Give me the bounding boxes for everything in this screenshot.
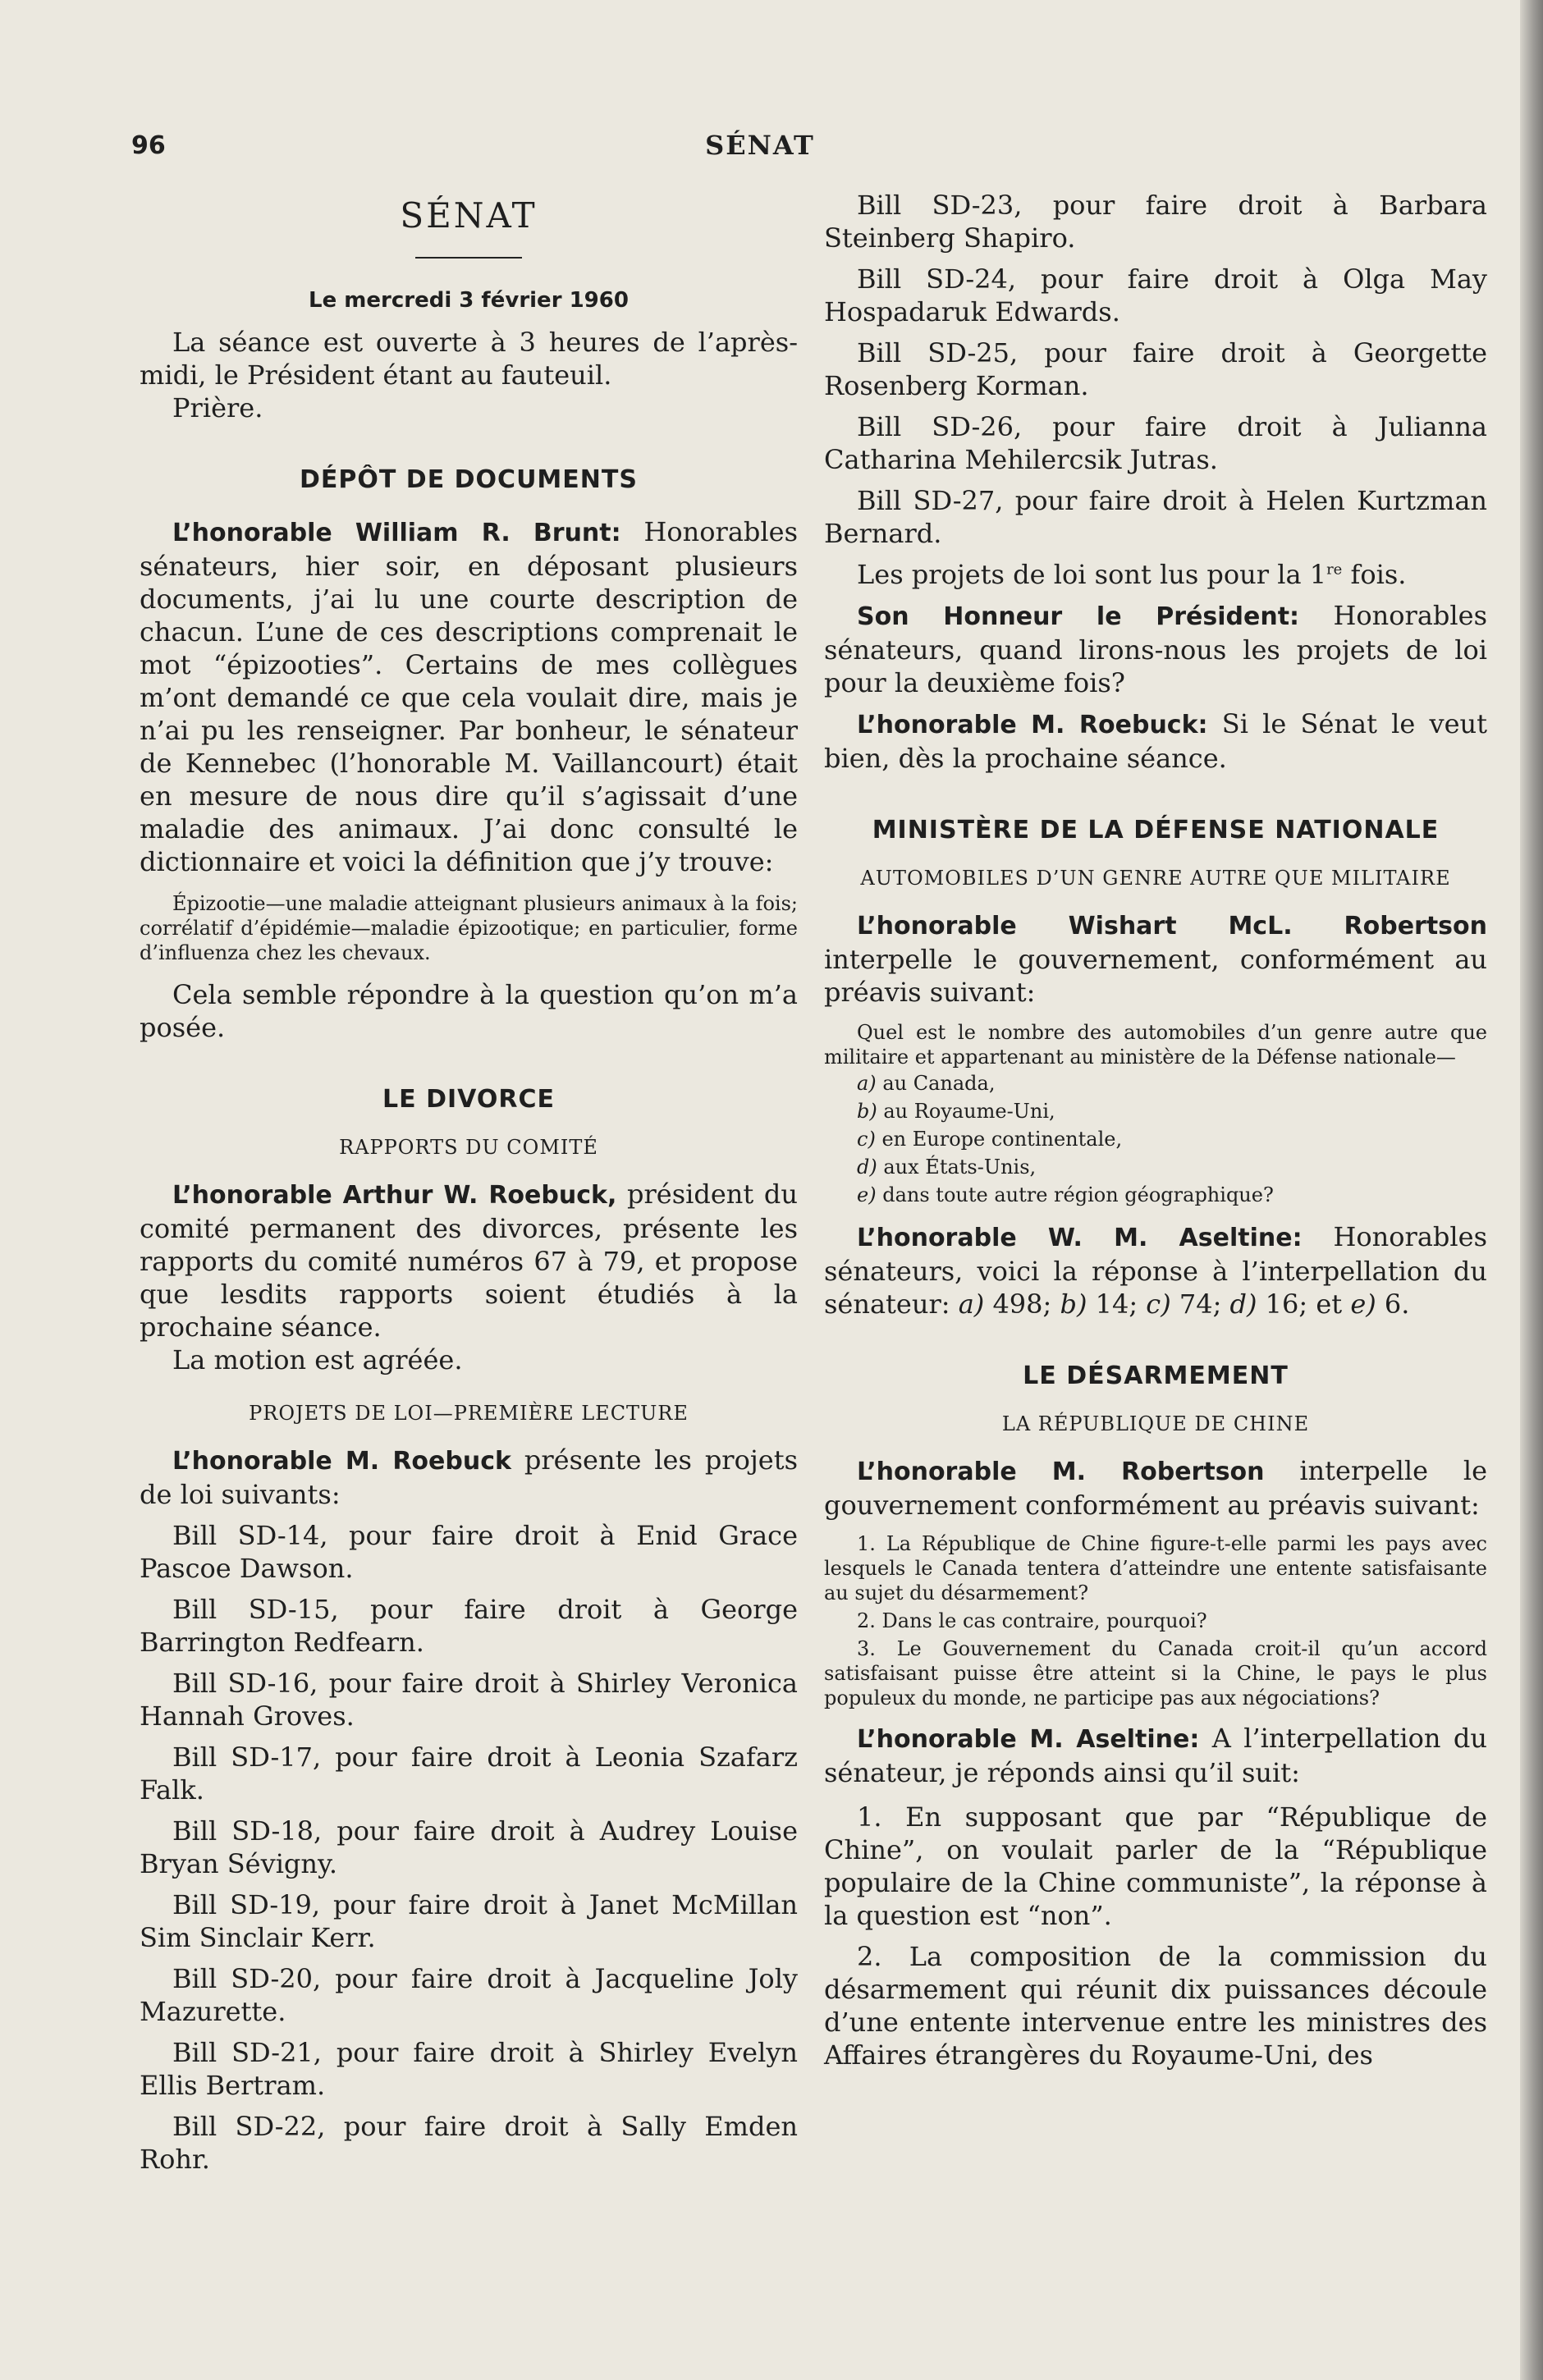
roebuck2-paragraph — [140, 1444, 798, 1511]
subheading-rapports: RAPPORTS DU COMITÉ — [339, 1136, 598, 1159]
left-column — [140, 189, 798, 2176]
answer-letter: d) — [1229, 1288, 1257, 1320]
sitting-date: Le mercredi 3 février 1960 — [309, 288, 629, 313]
answer-letter: a) — [958, 1288, 985, 1320]
answer-1: 1. En supposant que par “République de Chine”, on voulait parler de la “République populaire de la Chine communiste”, la réponse à la question est “non”. — [824, 1801, 1487, 1931]
answer-value: 16; et — [1265, 1288, 1343, 1320]
answer-2: 2. La composition de la commission du désarmement qui réunit dix puissances découle d’une entente intervenue entre les ministres des Affaires étrangères du Royaume-Uni, des — [824, 1941, 1487, 2071]
brunt-paragraph — [140, 515, 798, 878]
page-edge — [1520, 0, 1543, 2380]
answer-paragraph: Cela semble répondre à la question qu’on m’a posée. — [140, 979, 798, 1043]
roebuck-reply-text: Si le Sénat le veut bien, dès la prochaine séance. — [824, 708, 1488, 774]
president-text: Honorables sénateurs, quand lirons-nous les projets de loi pour la deuxième fois? — [824, 600, 1487, 698]
bill-item: Bill SD-25, pour faire droit à Georgette Rosenberg Korman. — [824, 337, 1487, 401]
roebuck-text: président du comité permanent des divorces, présente les rapports du comité numéros 67 à 79, et propose que lesdits rapports soient étudiés à la prochaine séance. — [140, 1179, 798, 1343]
item-letter: c) — [857, 1128, 876, 1151]
running-head: SÉNAT — [705, 130, 815, 161]
bill-item: Bill SD-17, pour faire droit à Leonia Szafarz Falk. — [140, 1742, 798, 1806]
question-item — [857, 1181, 1487, 1209]
section-title: SÉNAT — [400, 195, 538, 236]
item-text: aux États-Unis, — [883, 1156, 1037, 1179]
brunt-text: Honorables sénateurs, hier soir, en déposant plusieurs documents, j’ai lu une courte description de chacun. L’une de ces descriptions comprenait le mot “épizooties”. Certains de mes collègues m’ont demandé ce que cela voulait dire, mais je n’ai pu les renseigner. Par bonheur, le sénateur de Kennebec (l’honorable M. Vaillancourt) était en mesure de nous dire qu’il s’agissait d’une maladie des animaux. J’ai donc consulté le dictionnaire et voici la définition que j’y trouve: — [140, 516, 798, 877]
answer-value: 498; — [992, 1288, 1052, 1320]
bill-item: Bill SD-18, pour faire droit à Audrey Louise Bryan Sévigny. — [140, 1815, 798, 1879]
prayer: Prière. — [172, 392, 263, 423]
bill-item: Bill SD-27, pour faire droit à Helen Kurtzman Bernard. — [824, 485, 1487, 549]
bill-item: Bill SD-16, pour faire droit à Shirley Veronica Hannah Groves. — [140, 1668, 798, 1732]
right-column — [824, 189, 1487, 2071]
bill-item: Bill SD-22, pour faire droit à Sally Emden Rohr. — [140, 2111, 798, 2175]
aseltine2-text: A l’interpellation du sénateur, je réponds ainsi qu’il suit: — [824, 1723, 1487, 1788]
question-list — [857, 1069, 1487, 1209]
aseltine2-paragraph — [824, 1722, 1487, 1789]
aseltine-paragraph — [824, 1220, 1487, 1320]
heading-divorce: LE DIVORCE — [382, 1085, 555, 1114]
answer-value: 6. — [1384, 1288, 1410, 1320]
answer-value: 14; — [1095, 1288, 1138, 1320]
speaker-roebuck: L’honorable Arthur W. Roebuck, — [172, 1181, 617, 1210]
chine-question: 1. La République de Chine figure-t-elle parmi les pays avec lesquels le Canada tentera d’atteindre une entente satisfaisante au sujet du désarmement? — [824, 1532, 1487, 1604]
bill-item: Bill SD-24, pour faire droit à Olga May Hospadaruk Edwards. — [824, 263, 1487, 327]
speaker-president: Son Honneur le Président: — [857, 602, 1300, 631]
bill-item: Bill SD-23, pour faire droit à Barbara Steinberg Shapiro. — [824, 190, 1487, 254]
answer-letter: e) — [1350, 1288, 1376, 1320]
robertson2-paragraph — [824, 1454, 1487, 1522]
item-letter: b) — [857, 1100, 877, 1123]
president-paragraph — [824, 599, 1487, 699]
page-number: 96 — [131, 131, 166, 160]
robertson-text: interpelle le gouvernement, conformément au préavis suivant: — [824, 944, 1487, 1008]
question-intro: Quel est le nombre des automobiles d’un genre autre que militaire et appartenant au ministère de la Défense nationale— — [824, 1021, 1487, 1069]
speaker-brunt: L’honorable William R. Brunt: — [172, 519, 621, 547]
first-reading-end: fois. — [1342, 559, 1407, 590]
subheading-projets: PROJETS DE LOI—PREMIÈRE LECTURE — [249, 1402, 689, 1425]
speaker-aseltine-2: L’honorable M. Aseltine: — [857, 1725, 1200, 1754]
subheading-automobiles: AUTOMOBILES D’UN GENRE AUTRE QUE MILITAIRE — [860, 867, 1451, 890]
question-item — [857, 1069, 1487, 1097]
definition-quote: Épizootie—une maladie atteignant plusieurs animaux à la fois; corrélatif d’épidémie—maladie épizootique; en particulier, forme d’influenza chez les chevaux. — [140, 892, 798, 964]
question-item — [857, 1097, 1487, 1125]
speaker-robertson-2: L’honorable M. Robertson — [857, 1458, 1265, 1486]
motion-agreed: La motion est agréée. — [172, 1344, 463, 1375]
robertson2-text: interpelle le gouvernement conformément au préavis suivant: — [824, 1455, 1488, 1521]
roebuck2-text: présente les projets de loi suivants: — [140, 1444, 798, 1510]
question-item — [857, 1125, 1487, 1153]
bill-item: Bill SD-21, pour faire droit à Shirley Evelyn Ellis Bertram. — [140, 2037, 798, 2101]
speaker-robertson: L’honorable Wishart McL. Robertson — [857, 912, 1487, 941]
question-item — [857, 1153, 1487, 1181]
answer-letter: b) — [1060, 1288, 1087, 1320]
heading-defense: MINISTÈRE DE LA DÉFENSE NATIONALE — [872, 816, 1440, 844]
subheading-chine: LA RÉPUBLIQUE DE CHINE — [1001, 1412, 1310, 1435]
bill-item: Bill SD-19, pour faire droit à Janet McMillan Sim Sinclair Kerr. — [140, 1889, 798, 1953]
item-text: au Royaume-Uni, — [883, 1100, 1055, 1123]
item-text: dans toute autre région géographique? — [882, 1183, 1274, 1206]
heading-desarmement: LE DÉSARMEMENT — [1023, 1362, 1289, 1390]
speaker-roebuck-3: L’honorable M. Roebuck: — [857, 711, 1208, 739]
item-letter: a) — [857, 1072, 877, 1095]
first-reading-text: Les projets de loi sont lus pour la 1 — [857, 559, 1327, 590]
bill-item: Bill SD-20, pour faire droit à Jacqueline Joly Mazurette. — [140, 1963, 798, 2027]
answer-letter: c) — [1146, 1288, 1171, 1320]
answer-value: 74; — [1179, 1288, 1222, 1320]
heading-documents: DÉPÔT DE DOCUMENTS — [300, 465, 638, 494]
title-rule — [415, 257, 522, 259]
bill-item: Bill SD-14, pour faire droit à Enid Grace Pascoe Dawson. — [140, 1520, 798, 1584]
robertson-paragraph — [824, 909, 1487, 1009]
first-reading — [824, 558, 1487, 591]
speaker-aseltine: L’honorable W. M. Aseltine: — [857, 1224, 1303, 1252]
roebuck-reply — [824, 707, 1487, 775]
opening-paragraph: La séance est ouverte à 3 heures de l’après-midi, le Président étant au fauteuil. — [140, 327, 798, 391]
chine-question: 2. Dans le cas contraire, pourquoi? — [857, 1609, 1207, 1632]
chine-question: 3. Le Gouvernement du Canada croit-il qu’un accord satisfaisant puisse être atteint si la Chine, le pays le plus populeux du monde, ne participe pas aux négociations? — [824, 1637, 1487, 1709]
item-letter: d) — [857, 1156, 877, 1179]
bill-item: Bill SD-15, pour faire droit à George Barrington Redfearn. — [140, 1594, 798, 1658]
item-letter: e) — [857, 1183, 877, 1206]
roebuck-paragraph — [140, 1178, 798, 1343]
aseltine-text: Honorables sénateurs, voici la réponse à l’interpellation du sénateur: — [824, 1221, 1487, 1320]
bill-item: Bill SD-26, pour faire droit à Julianna Catharina Mehilercsik Jutras. — [824, 411, 1487, 475]
speaker-roebuck-2: L’honorable M. Roebuck — [172, 1447, 511, 1476]
first-reading-sup: re — [1326, 561, 1343, 579]
item-text: au Canada, — [882, 1072, 996, 1095]
item-text: en Europe continentale, — [881, 1128, 1123, 1151]
